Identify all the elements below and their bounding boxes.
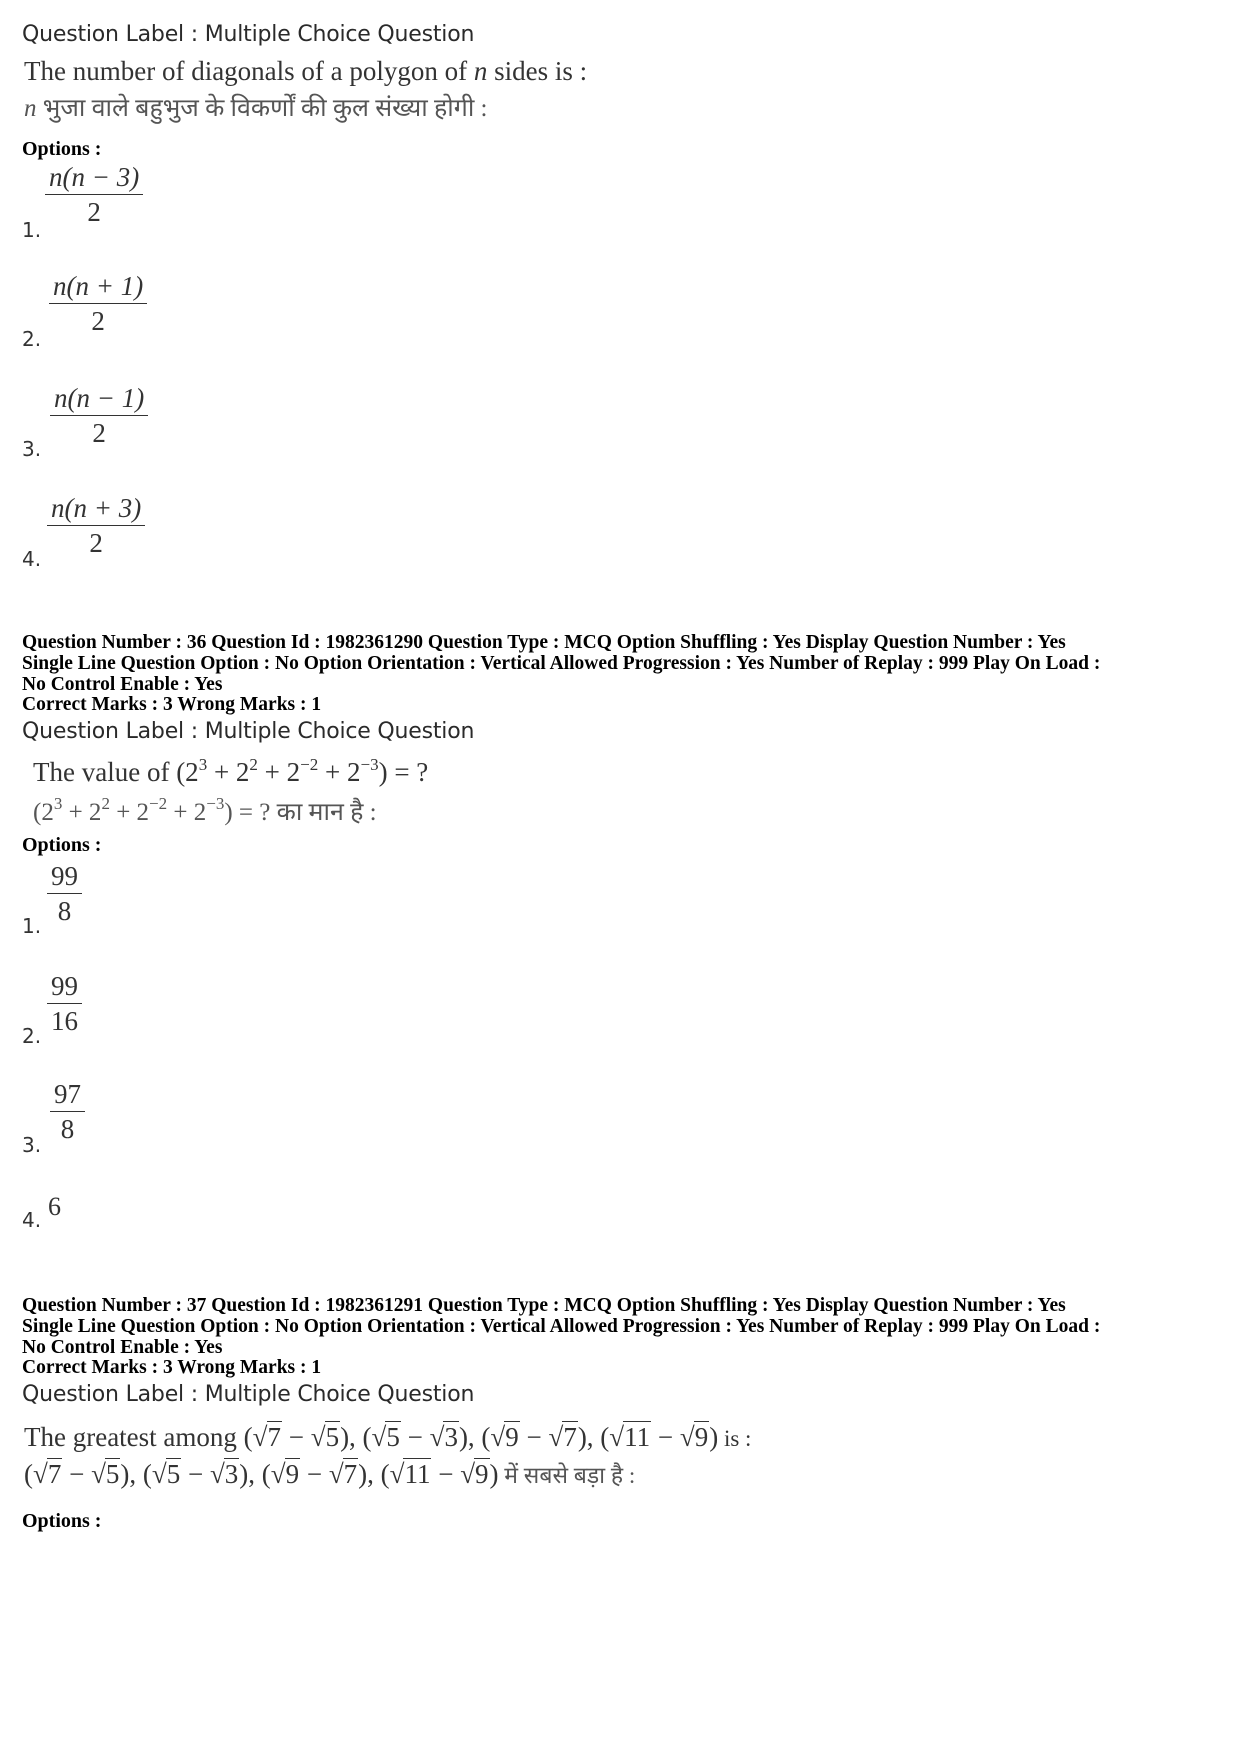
question-text-hindi: (√7 − √5), (√5 − √3), (√9 − √7), (√11 − √9) में सबसे बड़ा है : <box>24 1459 636 1489</box>
marks-info: Correct Marks : 3 Wrong Marks : 1 <box>22 694 322 715</box>
marks-info: Correct Marks : 3 Wrong Marks : 1 <box>22 1357 322 1378</box>
question-text-hindi: n भुजा वाले बहुभुज के विकर्णों की कुल संख्या होगी : <box>24 95 488 122</box>
option-fraction[interactable]: $\frac{97}{8}$ <box>50 1079 85 1146</box>
question-meta: Question Number : 37 Question Id : 1982361291 Question Type : MCQ Option Shuffling : Yes Display Question Number : Yes Single Line Question Option : No Option Orientation : Vertical Allowed Progression : Yes Number of Replay : 999 Play On Load : No Control Enable : Yes <box>22 1295 1101 1358</box>
option-fraction[interactable]: $\frac{99}{16}$ <box>47 971 82 1038</box>
option-number: 1. <box>22 914 42 938</box>
question-text-hindi: $(2^3 + 2^2 + 2^{-2} + 2^{-3})$ = ? का मान है : <box>33 794 377 826</box>
options-heading: Options : <box>22 138 102 160</box>
question-label: Question Label : Multiple Choice Question <box>22 22 475 47</box>
option-number: 3. <box>22 1133 42 1157</box>
option-fraction[interactable]: $\frac{99}{8}$ <box>47 861 82 928</box>
option-fraction[interactable]: $\frac{n(n - 3)}{2}$ <box>45 162 143 229</box>
question-label: Question Label : Multiple Choice Question <box>22 1382 475 1407</box>
option-fraction[interactable]: $\frac{n(n + 3)}{2}$ <box>47 493 145 560</box>
option-number: 3. <box>22 437 42 461</box>
question-text-english: The greatest among (√7 − √5), (√5 − √3), (√9 − √7), (√11 − √9) is : <box>24 1422 752 1452</box>
option-number: 2. <box>22 1024 42 1048</box>
question-text-english: The value of $(2^3 + 2^2 + 2^{-2} + 2^{-3})$ = ? <box>33 755 429 787</box>
option-value[interactable]: 6 <box>48 1192 61 1221</box>
options-heading: Options : <box>22 834 102 856</box>
option-fraction[interactable]: $\frac{n(n + 1)}{2}$ <box>49 271 147 338</box>
option-fraction[interactable]: $\frac{n(n - 1)}{2}$ <box>50 383 148 450</box>
question-meta: Question Number : 36 Question Id : 1982361290 Question Type : MCQ Option Shuffling : Yes Display Question Number : Yes Single Line Question Option : No Option Orientation : Vertical Allowed Progression : Yes Number of Replay : 999 Play On Load : No Control Enable : Yes <box>22 632 1101 695</box>
question-label: Question Label : Multiple Choice Question <box>22 719 475 744</box>
option-number: 1. <box>22 218 42 242</box>
option-number: 2. <box>22 327 42 351</box>
option-number: 4. <box>22 547 42 571</box>
options-heading: Options : <box>22 1510 102 1532</box>
option-number: 4. <box>22 1208 42 1232</box>
question-text-english: The number of diagonals of a polygon of n sides is : <box>24 56 588 86</box>
